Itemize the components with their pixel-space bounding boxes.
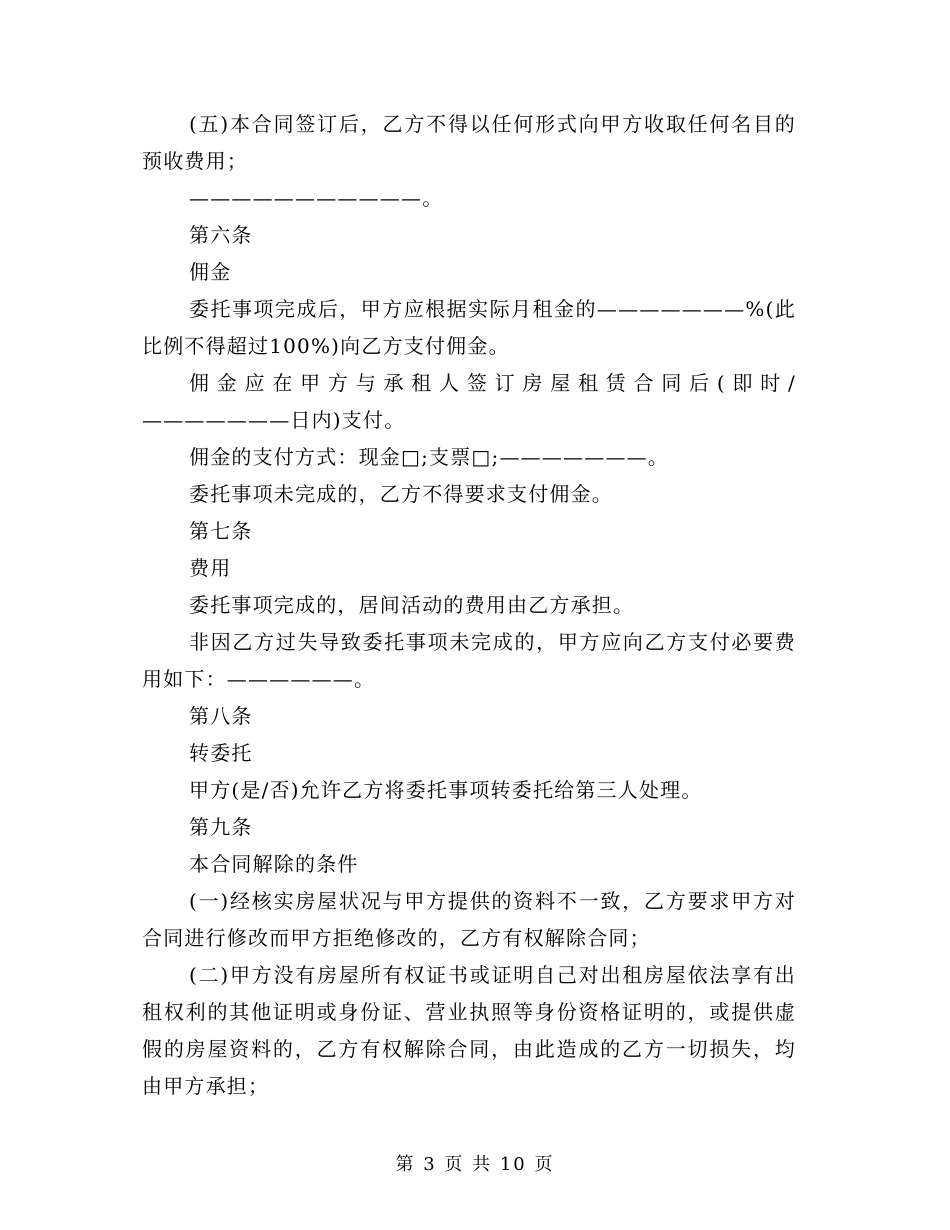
paragraph-commission-payment-method: 佣金的支付方式：现金□;支票□;———————。 xyxy=(189,445,670,469)
article-8-title: 转委托 xyxy=(189,741,253,765)
paragraph-subdelegation: 甲方(是/否)允许乙方将委托事项转委托给第三人处理。 xyxy=(189,778,703,802)
article-8-heading: 第八条 xyxy=(189,704,253,728)
paragraph-fees-incomplete: 非因乙方过失导致委托事项未完成的，甲方应向乙方支付必要费用如下：——————。 xyxy=(142,630,796,691)
paragraph-termination-1: (一)经核实房屋状况与甲方提供的资料不一致，乙方要求甲方对合同进行修改而甲方拒绝修改的，乙方有权解除合同； xyxy=(142,889,796,950)
paragraph-blank-line: ———————————。 xyxy=(189,186,444,210)
paragraph-commission-rate: 委托事项完成后，甲方应根据实际月租金的———————%(此比例不得超过100%)向乙方支付佣金。 xyxy=(142,297,796,358)
paragraph-clause-5: (五)本合同签订后，乙方不得以任何形式向甲方收取任何名目的预收费用； xyxy=(142,112,796,173)
article-9-title: 本合同解除的条件 xyxy=(189,852,359,876)
paragraph-fees-completed: 委托事项完成的，居间活动的费用由乙方承担。 xyxy=(189,593,635,617)
page-number-footer: 第 3 页 共 10 页 xyxy=(395,1154,555,1175)
article-6-title: 佣金 xyxy=(189,260,232,284)
paragraph-termination-2: (二)甲方没有房屋所有权证书或证明自己对出租房屋依法享有出租权利的其他证明或身份证、营业执照等身份资格证明的，或提供虚假的房屋资料的，乙方有权解除合同，由此造成的乙方一切损失，均由甲方承担； xyxy=(142,963,796,1098)
article-7-title: 费用 xyxy=(189,556,232,580)
document-body xyxy=(142,106,796,1105)
article-6-heading: 第六条 xyxy=(189,223,253,247)
paragraph-commission-timing: 佣金应在甲方与承租人签订房屋租赁合同后(即时/———————日内)支付。 xyxy=(142,371,797,432)
article-7-heading: 第七条 xyxy=(189,519,253,543)
article-9-heading: 第九条 xyxy=(189,815,253,839)
paragraph-commission-incomplete: 委托事项未完成的，乙方不得要求支付佣金。 xyxy=(189,482,613,506)
